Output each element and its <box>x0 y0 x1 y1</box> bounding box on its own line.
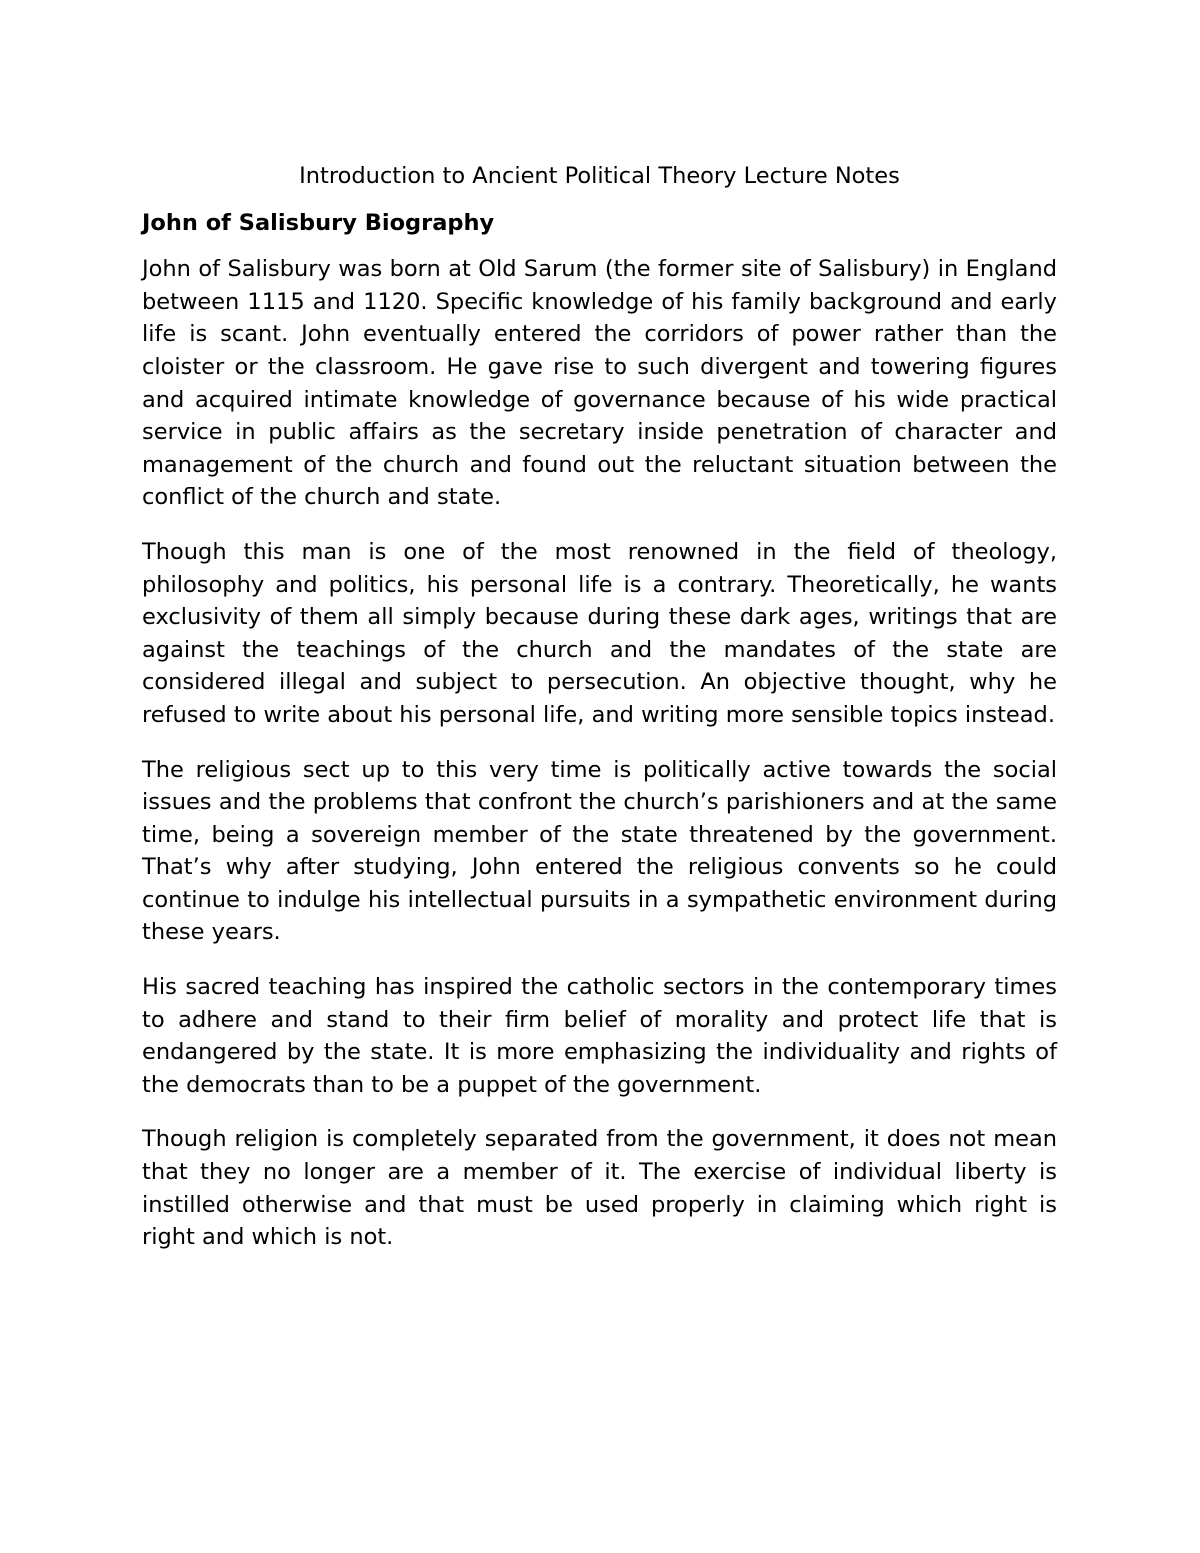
paragraph-4: His sacred teaching has inspired the catholic sectors in the contemporary times to adhere and stand to their firm belief of morality and protect life that is endangered by the state. It is more emphasizing the individuality and rights of the democrats than to be a puppet of the government. <box>142 974 1057 1098</box>
paragraph-1: John of Salisbury was born at Old Sarum (the former site of Salisbury) in England between 1115 and 1120. Specific knowledge of his family background and early life is scant. John eventually entered the corridors of power rather than the cloister or the classroom. He gave rise to such divergent and towering figures and acquired intimate knowledge of governance because of his wide practical service in public affairs as the secretary inside penetration of character and management of the church and found out the reluctant situation between the conflict of the church and state. <box>142 256 1057 511</box>
paragraph-2: Though this man is one of the most renowned in the field of theology, philosophy and politics, his personal life is a contrary. Theoretically, he wants exclusivity of them all simply because during these dark ages, writings that are against the teachings of the church and the mandates of the state are considered illegal and subject to persecution. An objective thought, why he refused to write about his personal life, and writing more sensible topics instead. <box>142 538 1057 728</box>
paragraph-3: The religious sect up to this very time is politically active towards the social issues and the problems that confront the church’s parishioners and at the same time, being a sovereign member of the state threatened by the government. That’s why after studying, John entered the religious convents so he could continue to indulge his intellectual pursuits in a sympathetic environment during these years. <box>142 756 1057 946</box>
document-page <box>142 160 1057 1276</box>
section-heading: John of Salisbury Biography <box>142 209 495 236</box>
paragraph-5: Though religion is completely separated from the government, it does not mean that they no longer are a member of it. The exercise of individual liberty is instilled otherwise and that must be used properly in claiming which right is right and which is not. <box>142 1126 1057 1251</box>
document-title: Introduction to Ancient Political Theory Lecture Notes <box>299 163 900 189</box>
